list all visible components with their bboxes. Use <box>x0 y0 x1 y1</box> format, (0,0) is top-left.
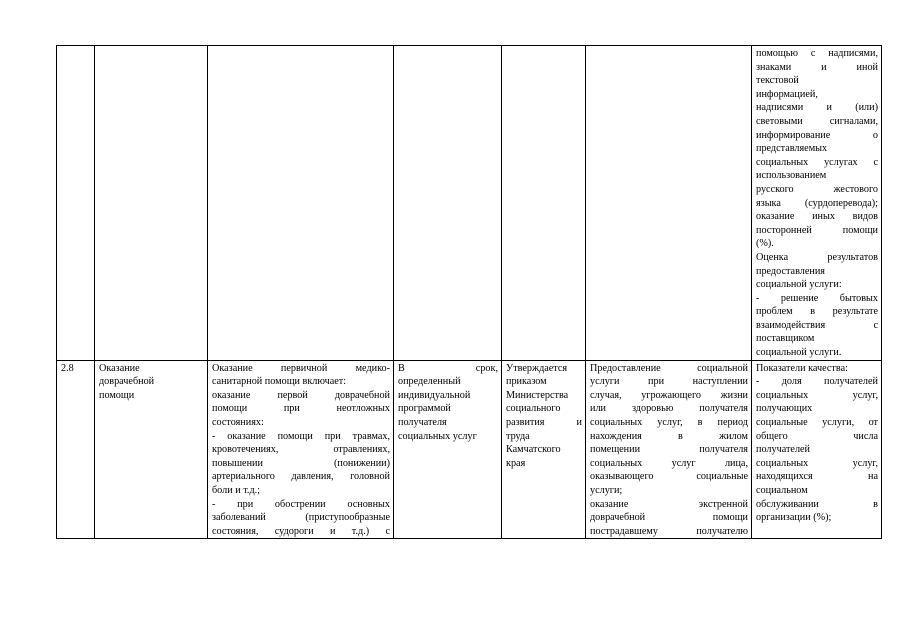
text-line: представляемых <box>756 143 828 155</box>
cell-quality-indicators <box>752 360 882 539</box>
text-line: - решение бытовых <box>756 292 878 304</box>
cell-standard <box>586 46 752 361</box>
text-line: (%). <box>756 238 774 250</box>
text-line: Показатели качества: <box>756 362 848 374</box>
text-line: программой <box>398 403 451 415</box>
text-line: социального <box>506 403 561 415</box>
text-line: услуги при наступлении <box>590 376 748 388</box>
text-line: информирование о <box>756 129 878 141</box>
text-line: языка (сурдоперевода); <box>756 197 878 209</box>
text-line: Камчатского <box>506 444 561 456</box>
text-line: текстовой <box>756 75 799 87</box>
text-line: социальные услуги, от <box>756 417 878 429</box>
text-line: состояниях: <box>212 417 264 429</box>
text-line: помощи при неотложных <box>212 403 390 415</box>
cell-service-name <box>95 360 208 539</box>
text-line: получателей <box>756 444 811 456</box>
text-line: Утверждается <box>506 362 568 374</box>
cell-approval <box>502 360 586 539</box>
text-line: кровотечениях, отравлениях, <box>212 444 390 456</box>
text-line: надписями и (или) <box>756 102 878 114</box>
text-line: доврачебной <box>99 376 155 388</box>
text-line: Оказание первичной медико- <box>212 362 390 374</box>
text-line: заболеваний (приступообразные <box>212 512 390 524</box>
cell-service-name <box>95 46 208 361</box>
cell-service-term <box>394 360 502 539</box>
text-line: Оказание <box>99 362 140 374</box>
text-line: организации (%); <box>756 512 832 524</box>
text-line: находящихся на <box>756 471 878 483</box>
text-line: индивидуальной <box>398 389 471 401</box>
cell-service-description <box>208 46 394 361</box>
text-line: поставщиком <box>756 333 815 345</box>
cell-number <box>57 360 95 539</box>
text-line: доврачебной помощи <box>590 512 748 524</box>
text-line: состояния, судороги и т.д.) с <box>212 525 390 537</box>
text-line: - доля получателей <box>756 376 878 388</box>
text-line: общего числа <box>756 430 878 442</box>
text-line: получателя <box>398 417 447 429</box>
text-line: приказом <box>506 376 547 388</box>
text-line: - оказание помощи при травмах, <box>212 430 390 442</box>
text-line: световыми сигналами, <box>756 115 878 127</box>
text-line: оказание экстренной <box>590 498 748 510</box>
cell-quality-indicators <box>752 46 882 361</box>
text-line: социальных услуг <box>398 430 477 442</box>
text-line: помощью с надписями, <box>756 48 878 59</box>
text-line: социальной услуги: <box>756 279 842 291</box>
text-line: социальном <box>756 485 808 496</box>
text-line: пострадавшему получателю <box>590 525 748 537</box>
row-number: 2.8 <box>61 362 74 374</box>
text-line: использованием <box>756 170 827 182</box>
text-line: получающих <box>756 403 813 415</box>
text-line: социальных услуг лица, <box>590 457 748 469</box>
table-row-2-8 <box>57 360 882 539</box>
text-line: Оценка результатов <box>756 251 878 263</box>
text-line: информацией, <box>756 88 818 100</box>
cell-service-description <box>208 360 394 539</box>
text-line: артериального давления, головной <box>212 471 390 483</box>
text-line: или здоровью получателя <box>590 403 748 415</box>
cell-standard <box>586 360 752 539</box>
text-line: труда <box>506 430 530 442</box>
text-line: обслуживании в <box>756 498 878 510</box>
cell-approval <box>502 46 586 361</box>
text-line: повышении (понижении) <box>212 457 390 469</box>
text-line: предоставления <box>756 265 825 277</box>
text-line: социальных услуг, <box>756 457 878 469</box>
text-line: нахождения в жилом <box>590 430 748 442</box>
text-line: Министерства <box>506 389 569 401</box>
text-line: оказание иных видов <box>756 211 878 223</box>
cell-number <box>57 46 95 361</box>
text-line: - при обострении основных <box>212 498 390 510</box>
text-line: В срок, <box>398 362 498 374</box>
text-line: услуги; <box>590 485 623 496</box>
text-line: знаками и иной <box>756 61 878 73</box>
text-line: социальной услуги. <box>756 347 842 359</box>
text-line: края <box>506 457 526 469</box>
services-table <box>56 45 882 539</box>
text-line: социальных услуг, в период <box>590 417 748 429</box>
text-line: санитарной помощи включает: <box>212 376 347 388</box>
text-line: развития и <box>506 417 582 429</box>
text-line: Предоставление социальной <box>590 362 748 374</box>
text-line: помещении получателя <box>590 444 748 456</box>
text-line: случая, угрожающего жизни <box>590 389 748 401</box>
text-line: посторонней помощи <box>756 224 878 236</box>
text-line: боли и т.д.; <box>212 485 261 496</box>
text-line: социальных услуг, <box>756 389 878 401</box>
table-row-continuation <box>57 46 882 361</box>
text-line: оказание первой доврачебной <box>212 389 390 401</box>
text-line: русского жестового <box>756 183 878 195</box>
text-line: проблем в результате <box>756 306 878 318</box>
cell-service-term <box>394 46 502 361</box>
text-line: оказывающего социальные <box>590 471 748 483</box>
text-line: социальных услугах с <box>756 156 878 168</box>
text-line: определенный <box>398 376 461 388</box>
text-line: взаимодействия с <box>756 319 878 331</box>
text-line: помощи <box>99 389 135 401</box>
